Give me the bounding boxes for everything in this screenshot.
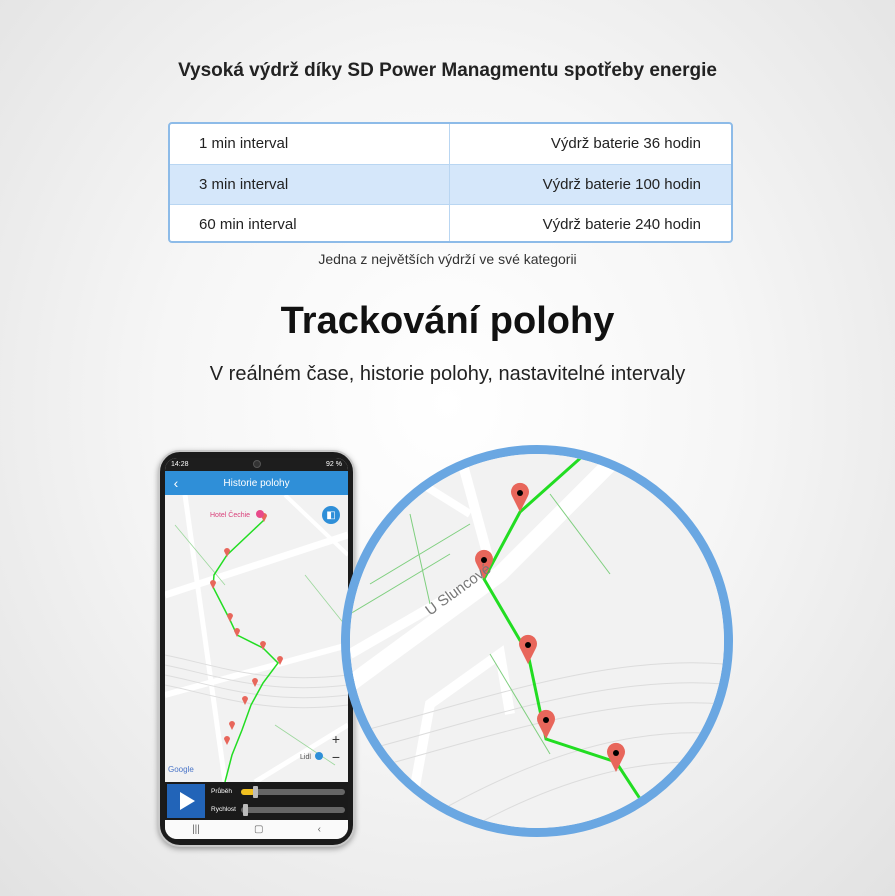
status-bar <box>165 458 348 471</box>
battery-status: 92 % <box>326 461 342 468</box>
page-subtitle: V reálném čase, historie polohy, nastavitelné intervaly <box>209 363 686 385</box>
speed-label: Rychlost <box>211 806 236 813</box>
phone-map-canvas <box>165 495 348 782</box>
zoom-in-button[interactable]: + <box>331 731 341 747</box>
phone-map[interactable] <box>165 495 348 782</box>
phone-mockup <box>158 450 355 847</box>
table-row <box>170 124 731 165</box>
progress-slider[interactable] <box>241 789 345 795</box>
lidl-pin-icon <box>315 752 323 760</box>
layers-button[interactable] <box>322 506 340 524</box>
recent-apps-icon[interactable]: ||| <box>192 824 200 835</box>
android-nav-bar <box>165 820 348 839</box>
play-button[interactable] <box>167 784 205 818</box>
battery-cell: Výdrž baterie 240 hodin <box>542 216 701 234</box>
page-title: Trackování polohy <box>280 300 615 342</box>
status-time: 14:28 <box>171 461 189 468</box>
lidl-label: Lidl <box>300 754 311 761</box>
speed-slider[interactable] <box>241 807 345 813</box>
progress-handle[interactable] <box>253 786 258 798</box>
hotel-pin-icon <box>256 510 264 518</box>
zoomed-map-circle <box>341 445 733 837</box>
app-bar <box>165 471 348 495</box>
table-row <box>170 205 731 243</box>
camera-icon <box>253 460 261 468</box>
zoom-out-button[interactable]: − <box>331 749 341 765</box>
layers-icon: ◧ <box>326 509 336 521</box>
interval-cell: 3 min interval <box>170 165 450 205</box>
table-caption: Jedna z největších výdrží ve své kategorii <box>318 251 577 267</box>
phone-screen <box>165 458 348 839</box>
battery-cell: Výdrž baterie 36 hodin <box>550 135 701 153</box>
progress-label: Průběh <box>211 788 232 795</box>
play-icon <box>180 792 195 810</box>
playback-controls <box>165 782 348 820</box>
speed-handle[interactable] <box>243 804 248 816</box>
street-label: U Sluncové <box>422 560 495 620</box>
nav-back-icon[interactable]: ‹ <box>317 824 321 835</box>
app-title: Historie polohy <box>223 477 290 489</box>
zoomed-map-canvas <box>350 454 724 828</box>
google-logo: Google <box>168 765 194 774</box>
battery-table <box>168 122 733 243</box>
table-row <box>170 165 731 206</box>
interval-cell: 60 min interval <box>170 205 450 243</box>
back-arrow-icon[interactable]: ‹ <box>173 475 179 491</box>
top-heading: Vysoká výdrž díky SD Power Managmentu spotřeby energie <box>178 60 717 81</box>
battery-cell: Výdrž baterie 100 hodin <box>542 175 701 193</box>
hotel-label: Hotel Čechie <box>210 512 251 519</box>
interval-cell: 1 min interval <box>170 124 450 164</box>
home-icon[interactable]: ▢ <box>253 824 264 835</box>
